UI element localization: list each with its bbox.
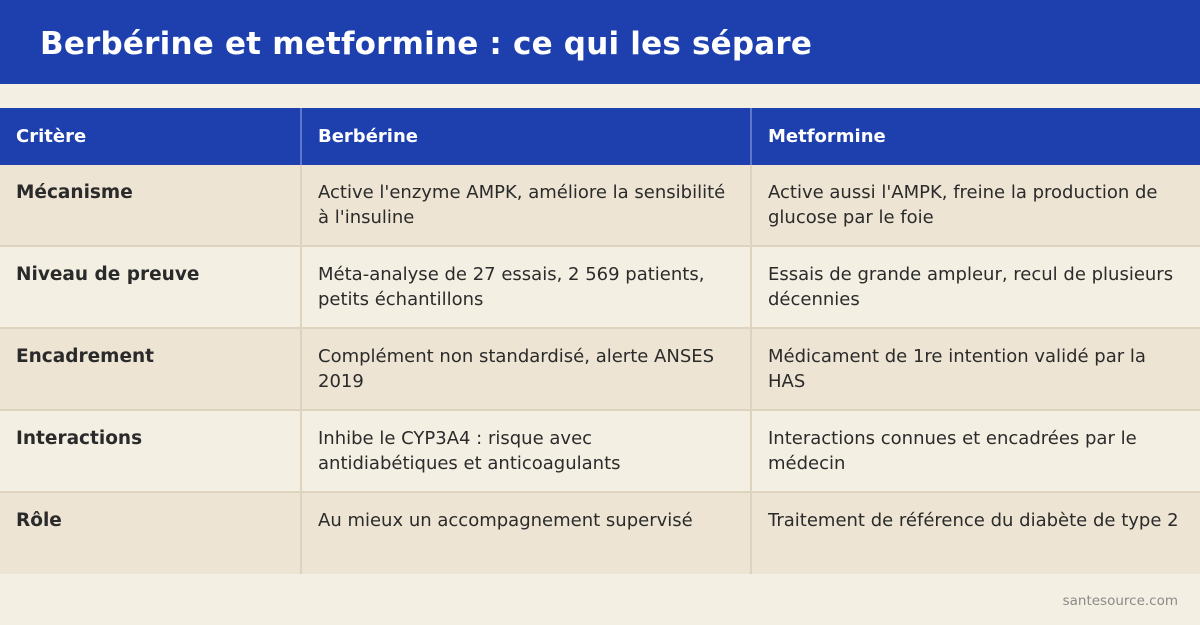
title-banner	[0, 0, 1200, 84]
column-header-berberine: Berbérine	[300, 108, 750, 165]
column-header-criterion: Critère	[16, 126, 87, 147]
metformine-cell: Essais de grande ampleur, recul de plusieurs décennies	[750, 247, 1200, 327]
table-row	[0, 493, 1200, 574]
column-header-metformine: Metformine	[750, 108, 1200, 165]
berberine-cell: Active l'enzyme AMPK, améliore la sensibilité à l'insuline	[300, 165, 750, 245]
page-title: Berbérine et metformine : ce qui les sépare	[40, 26, 813, 62]
source-credit: santesource.com	[1062, 593, 1178, 609]
metformine-cell: Interactions connues et encadrées par le médecin	[750, 411, 1200, 491]
table-row	[0, 247, 1200, 329]
criterion-cell: Niveau de preuve	[16, 264, 200, 285]
metformine-cell: Traitement de référence du diabète de type 2	[750, 493, 1200, 574]
berberine-cell: Inhibe le CYP3A4 : risque avec antidiabétiques et anticoagulants	[300, 411, 750, 491]
table-row	[0, 165, 1200, 247]
criterion-cell: Interactions	[16, 428, 143, 449]
berberine-cell: Complément non standardisé, alerte ANSES 2019	[300, 329, 750, 409]
metformine-cell: Active aussi l'AMPK, freine la production de glucose par le foie	[750, 165, 1200, 245]
table-row	[0, 329, 1200, 411]
criterion-cell: Rôle	[16, 510, 62, 531]
metformine-cell: Médicament de 1re intention validé par la HAS	[750, 329, 1200, 409]
berberine-cell: Au mieux un accompagnement supervisé	[300, 493, 750, 574]
table-row	[0, 411, 1200, 493]
criterion-cell: Encadrement	[16, 346, 155, 367]
berberine-cell: Méta-analyse de 27 essais, 2 569 patients, petits échantillons	[300, 247, 750, 327]
comparison-table	[0, 108, 1200, 574]
table-header-row	[0, 108, 1200, 165]
criterion-cell: Mécanisme	[16, 182, 133, 203]
